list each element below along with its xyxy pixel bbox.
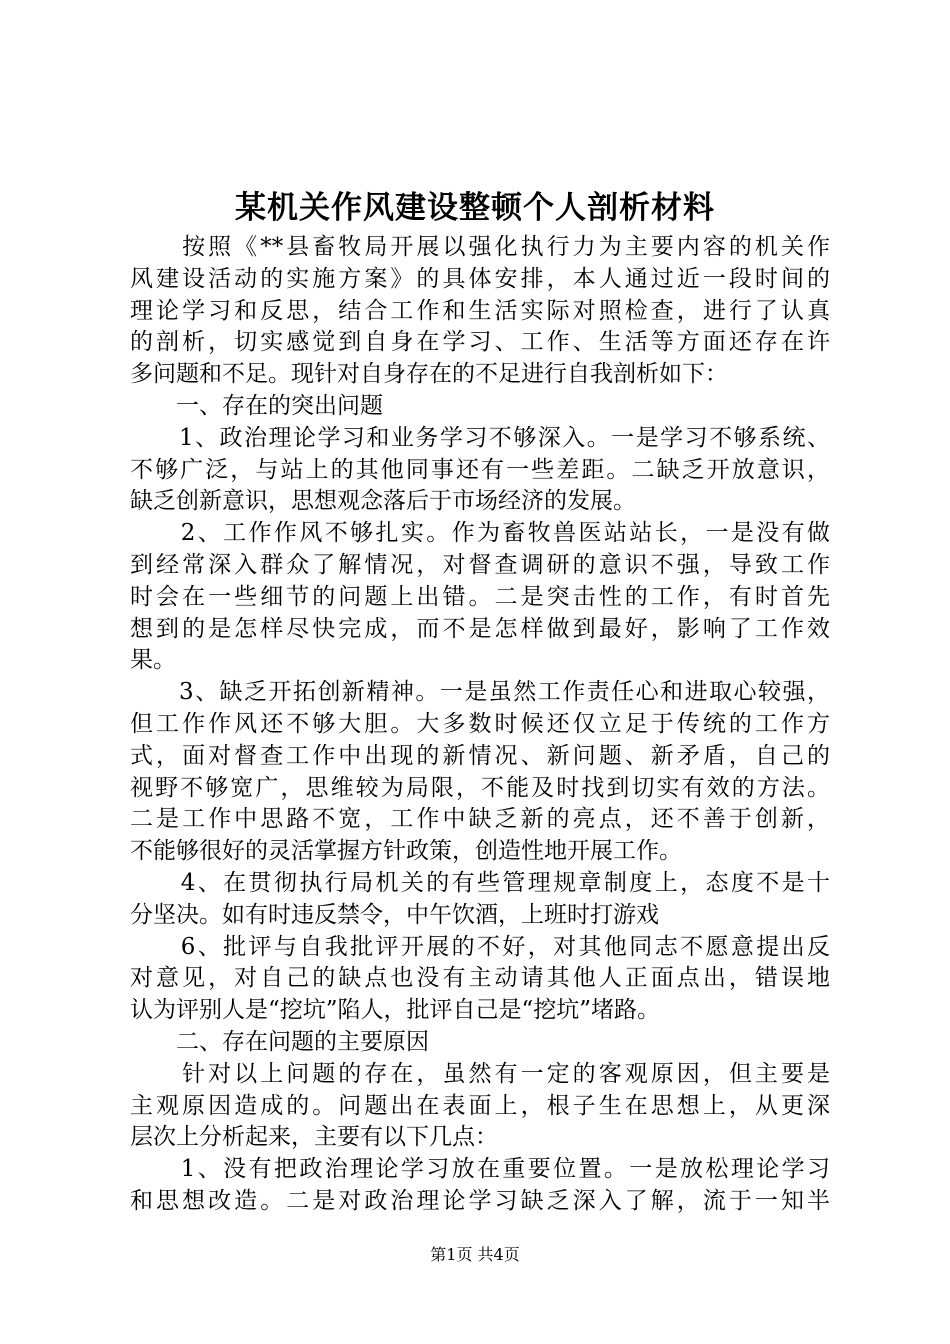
body-line: 二、存在问题的主要原因 bbox=[130, 1028, 429, 1055]
document-body bbox=[130, 232, 830, 1218]
body-line: 缺乏创新意识，思想观念落后于市场经济的发展。 bbox=[130, 488, 636, 515]
body-line: 按照《**县畜牧局开展以强化执行力为主要内容的机关作 bbox=[130, 234, 830, 260]
body-line: 但工作作风还不够大胆。大多数时候还仅立足于传统的工作方 bbox=[130, 710, 830, 737]
body-line: 不能够很好的灵活掌握方针政策，创造性地开展工作。 bbox=[130, 838, 682, 865]
body-line: 到经常深入群众了解情况，对督查调研的意识不强，导致工作 bbox=[130, 551, 830, 578]
body-line: 1、政治理论学习和业务学习不够深入。一是学习不够系统、 bbox=[130, 424, 830, 451]
body-line: 分坚决。如有时违反禁令，中午饮酒，上班时打游戏 bbox=[130, 901, 659, 928]
body-line: 和思想改造。二是对政治理论学习缺乏深入了解，流于一知半 bbox=[130, 1187, 830, 1214]
body-line: 层次上分析起来，主要有以下几点： bbox=[130, 1124, 498, 1151]
body-line: 风建设活动的实施方案》的具体安排，本人通过近一段时间的 bbox=[130, 265, 830, 292]
body-line: 想到的是怎样尽快完成，而不是怎样做到最好，影响了工作效 bbox=[130, 615, 830, 642]
page-footer: 第1页 共4页 bbox=[430, 1245, 520, 1264]
body-line: 不够广泛，与站上的其他同事还有一些差距。二缺乏开放意识， bbox=[130, 456, 830, 483]
body-line: 对意见，对自己的缺点也没有主动请其他人正面点出，错误地 bbox=[130, 965, 830, 992]
body-line: 式，面对督查工作中出现的新情况、新问题、新矛盾，自己的 bbox=[130, 742, 830, 769]
body-line: 一、存在的突出问题 bbox=[130, 392, 383, 419]
body-line: 认为评别人是“挖坑”陷人，批评自己是“挖坑”堵路。 bbox=[130, 997, 661, 1024]
body-line: 针对以上问题的存在，虽然有一定的客观原因，但主要是 bbox=[130, 1060, 830, 1087]
body-line: 时会在一些细节的问题上出错。二是突击性的工作，有时首先 bbox=[130, 583, 830, 610]
body-line: 视野不够宽广，思维较为局限，不能及时找到切实有效的方法。 bbox=[130, 774, 830, 801]
body-line: 的剖析，切实感觉到自身在学习、工作、生活等方面还存在许 bbox=[130, 329, 830, 356]
body-line: 多问题和不足。现针对自身存在的不足进行自我剖析如下： bbox=[130, 361, 728, 388]
body-line: 果。 bbox=[130, 647, 176, 674]
document-title: 某机关作风建设整顿个人剖析材料 bbox=[235, 190, 715, 226]
body-line: 主观原因造成的。问题出在表面上，根子生在思想上，从更深 bbox=[130, 1092, 830, 1119]
body-line: 6、批评与自我批评开展的不好，对其他同志不愿意提出反 bbox=[130, 933, 830, 960]
body-line: 3、缺乏开拓创新精神。一是虽然工作责任心和进取心较强， bbox=[130, 679, 830, 706]
body-line: 二是工作中思路不宽，工作中缺乏新的亮点，还不善于创新， bbox=[130, 806, 830, 833]
body-line: 4、在贯彻执行局机关的有些管理规章制度上，态度不是十 bbox=[130, 869, 830, 896]
body-line: 1、没有把政治理论学习放在重要位置。一是放松理论学习 bbox=[130, 1156, 830, 1183]
body-line: 2、工作作风不够扎实。作为畜牧兽医站站长，一是没有做 bbox=[130, 520, 830, 547]
body-line: 理论学习和反思，结合工作和生活实际对照检查，进行了认真 bbox=[130, 297, 830, 324]
